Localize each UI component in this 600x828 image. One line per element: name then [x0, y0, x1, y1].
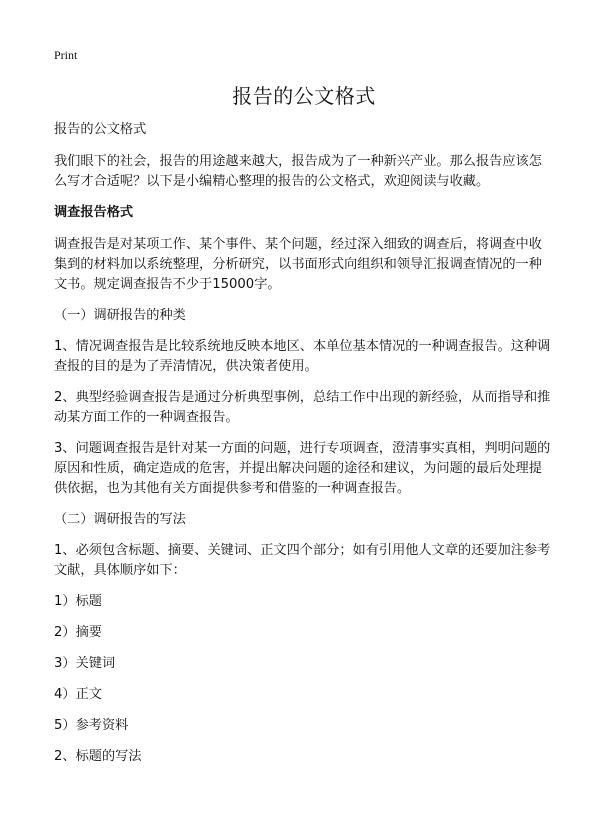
type-item-1: 1、情况调查报告是比较系统地反映本地区、本单位基本情况的一种调查报告。这种调查报的目的是为了弄清情况，供决策者使用。	[54, 339, 551, 374]
article-subtitle: 报告的公文格式	[54, 122, 147, 137]
order-item-1: 1）标题	[54, 594, 102, 609]
type-item-2: 2、典型经验调查报告是通过分析典型事例，总结工作中出现的新经验，从而指导和推动某方面工作的一种调查报告。	[54, 390, 551, 425]
order-item-5: 5）参考资料	[54, 718, 129, 733]
print-link[interactable]: Print	[54, 48, 78, 62]
page-title: 报告的公文格式	[232, 84, 376, 108]
order-item-2: 2）摘要	[54, 625, 102, 640]
writing-intro-paragraph: 1、必须包含标题、摘要、关键词、正文四个部分；如有引用他人文章的还要加注参考文献，具体顺序如下：	[54, 543, 551, 578]
type-item-3: 3、问题调查报告是针对某一方面的问题，进行专项调查，澄清事实真相，判明问题的原因和性质，确定造成的危害，并提出解决问题的途径和建议，为问题的最后处理提供依据，也为其他有关方面提供参考和借鉴的一种调查报告。	[54, 441, 551, 496]
definition-paragraph: 调查报告是对某项工作、某个事件、某个问题，经过深入细致的调查后，将调查中收集到的材料加以系统整理，分析研究，以书面形式向组织和领导汇报调查情况的一种文书。规定调查报告不少于15000字。	[54, 237, 542, 292]
intro-paragraph: 我们眼下的社会，报告的用途越来越大，报告成为了一种新兴产业。那么报告应该怎么写才合适呢？以下是小编精心整理的报告的公文格式，欢迎阅读与收藏。	[54, 154, 542, 189]
subsection-heading-types: （一）调研报告的种类	[54, 308, 186, 323]
section-heading: 调查报告格式	[54, 205, 134, 220]
article-body	[54, 120, 554, 778]
subsection-heading-writing: （二）调研报告的写法	[54, 512, 186, 527]
order-item-3: 3）关键词	[54, 656, 116, 671]
title-writing-paragraph: 2、标题的写法	[54, 749, 142, 764]
order-item-4: 4）正文	[54, 687, 102, 702]
